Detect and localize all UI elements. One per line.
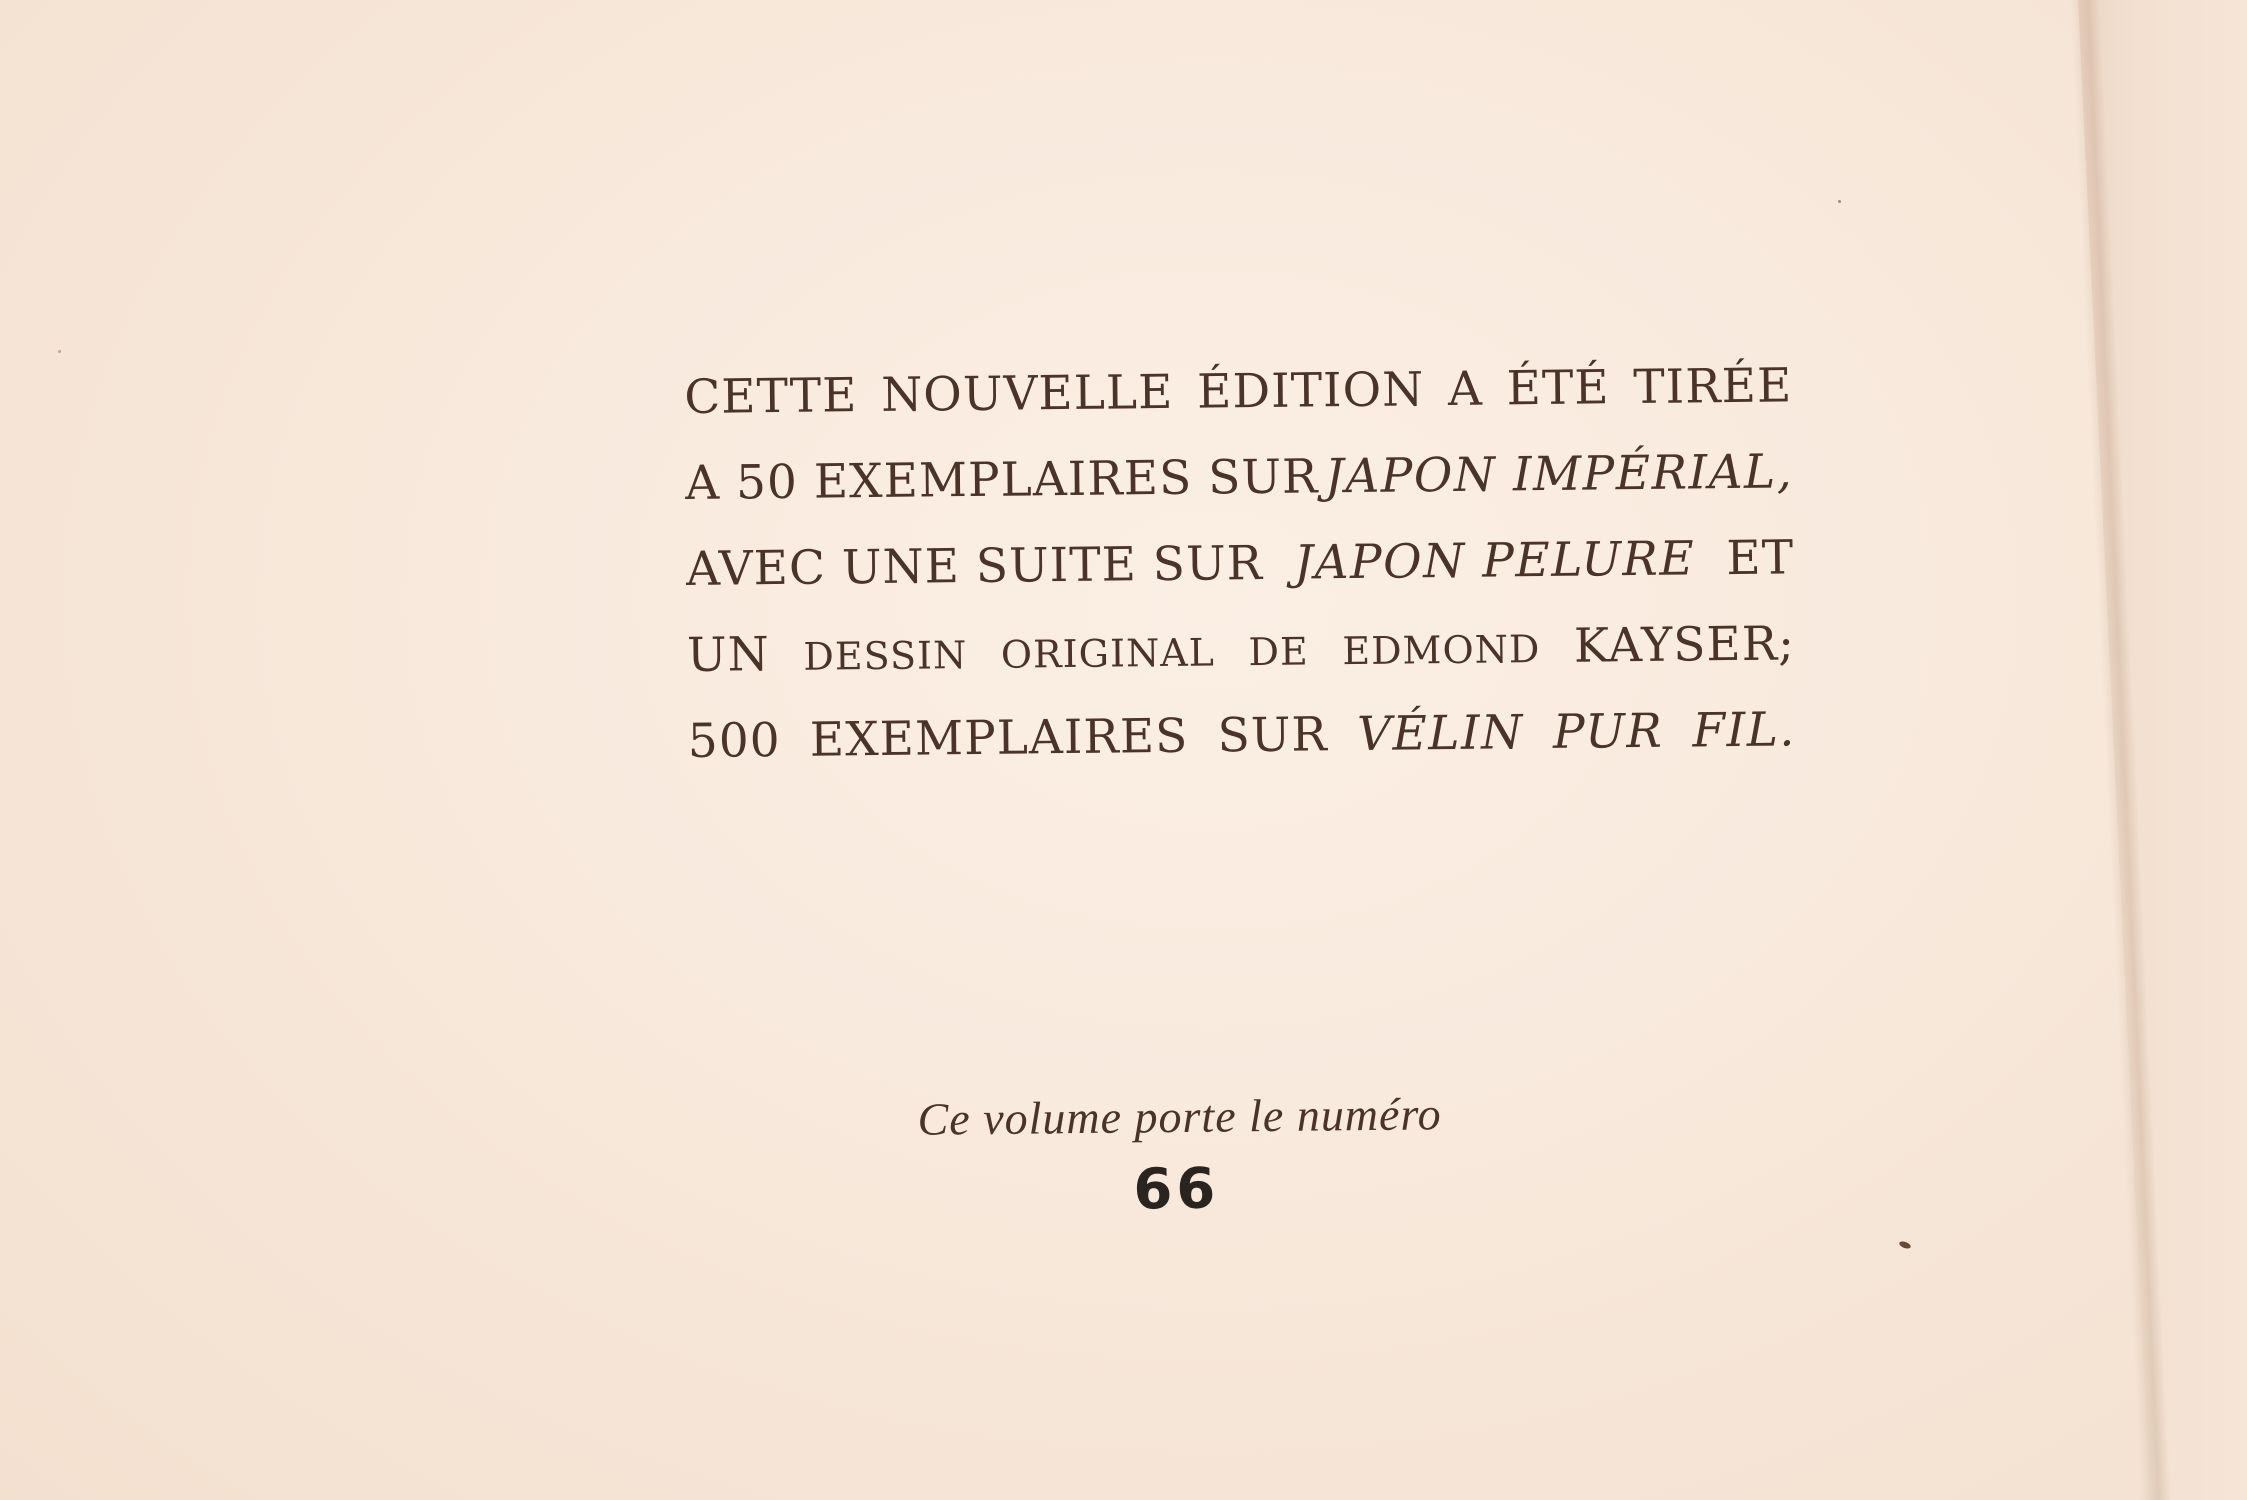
word: NOUVELLE (880, 364, 1174, 423)
statement-line-3 (686, 530, 1795, 628)
word: ORIGINAL (1000, 630, 1216, 677)
paper-speck (1838, 200, 1841, 203)
paper-name-pur: PUR (1552, 703, 1664, 760)
paper-name-japon-pelure: JAPON PELURE (1293, 531, 1696, 591)
statement-line-1 (684, 358, 1793, 456)
statement-line-5 (688, 702, 1797, 800)
statement-line-4 (687, 616, 1796, 714)
copy-number-caption: Ce volume porte le numéro (917, 1088, 1442, 1145)
word: ÉTÉ (1506, 360, 1610, 417)
paper-speck (58, 350, 61, 353)
word: DE (1248, 629, 1309, 675)
word: SUR (1217, 707, 1329, 764)
statement-line-2 (685, 444, 1794, 542)
word: CETTE (684, 368, 858, 425)
word: A (1447, 361, 1484, 417)
limitation-statement (684, 358, 1796, 800)
copy-number: 66 (1133, 1156, 1220, 1223)
word: ÉDITION (1196, 362, 1425, 420)
statement-text: ET (1726, 530, 1795, 587)
word: EXEMPLAIRES (809, 708, 1189, 768)
word: UN (686, 627, 771, 683)
word: EDMOND (1342, 627, 1541, 674)
statement-text: A 50 EXEMPLAIRES SUR (684, 449, 1319, 511)
paper-name-velin: VÉLIN (1356, 705, 1524, 762)
word: TIRÉE (1633, 358, 1793, 416)
word: 500 (687, 713, 781, 769)
word: DESSIN (803, 633, 968, 679)
copy-number-block (879, 1087, 1480, 1225)
paper-name-japon-imperial: JAPON IMPÉRIAL, (1324, 444, 1794, 505)
word: KAYSER; (1573, 616, 1796, 674)
statement-text: AVEC UNE SUITE SUR (685, 535, 1264, 597)
paper-name-fil: FIL. (1692, 702, 1797, 759)
